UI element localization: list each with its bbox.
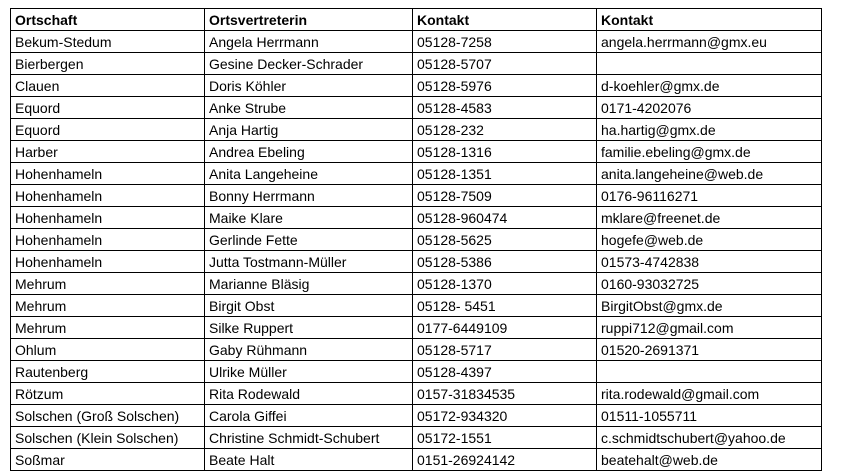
cell-kontakt-phone: 0177-6449109 xyxy=(413,317,597,339)
cell-ortsvertreterin: Jutta Tostmann-Müller xyxy=(205,251,413,273)
cell-ortschaft: Mehrum xyxy=(11,317,205,339)
cell-ortsvertreterin: Rita Rodewald xyxy=(205,383,413,405)
table-row xyxy=(11,75,822,97)
cell-ortschaft: Equord xyxy=(11,97,205,119)
cell-ortschaft: Harber xyxy=(11,141,205,163)
cell-kontakt-phone: 05128- 5451 xyxy=(413,295,597,317)
cell-ortsvertreterin: Maike Klare xyxy=(205,207,413,229)
cell-ortschaft: Solschen (Klein Solschen) xyxy=(11,427,205,449)
cell-kontakt-phone: 05128-5976 xyxy=(413,75,597,97)
cell-ortsvertreterin: Angela Herrmann xyxy=(205,31,413,53)
table-body xyxy=(11,31,822,471)
cell-kontakt-secondary: ruppi712@gmail.com xyxy=(597,317,822,339)
cell-kontakt-secondary: anita.langeheine@web.de xyxy=(597,163,822,185)
table-row xyxy=(11,273,822,295)
cell-kontakt-phone: 05128-7509 xyxy=(413,185,597,207)
cell-kontakt-secondary: 0171-4202076 xyxy=(597,97,822,119)
cell-kontakt-phone: 0151-26924142 xyxy=(413,449,597,471)
table-row xyxy=(11,163,822,185)
cell-kontakt-secondary: 0176-96116271 xyxy=(597,185,822,207)
cell-kontakt-phone: 05128-1370 xyxy=(413,273,597,295)
cell-ortschaft: Mehrum xyxy=(11,273,205,295)
cell-kontakt-phone: 05128-5707 xyxy=(413,53,597,75)
cell-ortsvertreterin: Anja Hartig xyxy=(205,119,413,141)
cell-ortschaft: Ohlum xyxy=(11,339,205,361)
cell-ortsvertreterin: Beate Halt xyxy=(205,449,413,471)
cell-kontakt-phone: 05128-232 xyxy=(413,119,597,141)
cell-ortsvertreterin: Anita Langeheine xyxy=(205,163,413,185)
table-row xyxy=(11,361,822,383)
cell-kontakt-secondary: c.schmidtschubert@yahoo.de xyxy=(597,427,822,449)
cell-ortschaft: Hohenhameln xyxy=(11,163,205,185)
cell-kontakt-secondary: 01511-1055711 xyxy=(597,405,822,427)
cell-ortsvertreterin: Carola Giffei xyxy=(205,405,413,427)
cell-ortschaft: Equord xyxy=(11,119,205,141)
cell-ortschaft: Mehrum xyxy=(11,295,205,317)
cell-kontakt-secondary: BirgitObst@gmx.de xyxy=(597,295,822,317)
cell-kontakt-phone: 05172-934320 xyxy=(413,405,597,427)
cell-ortschaft: Soßmar xyxy=(11,449,205,471)
table-row xyxy=(11,229,822,251)
cell-ortschaft: Clauen xyxy=(11,75,205,97)
cell-kontakt-phone: 05128-960474 xyxy=(413,207,597,229)
cell-ortsvertreterin: Anke Strube xyxy=(205,97,413,119)
cell-ortsvertreterin: Christine Schmidt-Schubert xyxy=(205,427,413,449)
cell-ortschaft: Rötzum xyxy=(11,383,205,405)
header-row xyxy=(11,9,822,31)
header-ortschaft: Ortschaft xyxy=(11,9,205,31)
cell-ortschaft: Hohenhameln xyxy=(11,251,205,273)
cell-kontakt-phone: 05172-1551 xyxy=(413,427,597,449)
cell-ortschaft: Solschen (Groß Solschen) xyxy=(11,405,205,427)
cell-kontakt-phone: 05128-7258 xyxy=(413,31,597,53)
table-row xyxy=(11,295,822,317)
header-kontakt-phone: Kontakt xyxy=(413,9,597,31)
cell-ortschaft: Rautenberg xyxy=(11,361,205,383)
table-row xyxy=(11,31,822,53)
table-row xyxy=(11,97,822,119)
table-row xyxy=(11,119,822,141)
cell-kontakt-secondary: 01573-4742838 xyxy=(597,251,822,273)
table-row xyxy=(11,141,822,163)
header-ortsvertreterin: Ortsvertreterin xyxy=(205,9,413,31)
cell-ortsvertreterin: Gaby Rühmann xyxy=(205,339,413,361)
cell-ortsvertreterin: Silke Ruppert xyxy=(205,317,413,339)
cell-kontakt-phone: 05128-4397 xyxy=(413,361,597,383)
table-row xyxy=(11,383,822,405)
cell-ortschaft: Bekum-Stedum xyxy=(11,31,205,53)
cell-ortsvertreterin: Doris Köhler xyxy=(205,75,413,97)
cell-kontakt-secondary: mklare@freenet.de xyxy=(597,207,822,229)
cell-kontakt-phone: 05128-5625 xyxy=(413,229,597,251)
cell-ortsvertreterin: Gerlinde Fette xyxy=(205,229,413,251)
cell-kontakt-secondary: hogefe@web.de xyxy=(597,229,822,251)
table-row xyxy=(11,339,822,361)
cell-ortsvertreterin: Andrea Ebeling xyxy=(205,141,413,163)
cell-kontakt-phone: 05128-5717 xyxy=(413,339,597,361)
cell-ortschaft: Bierbergen xyxy=(11,53,205,75)
contact-table xyxy=(10,8,822,471)
cell-kontakt-phone: 0157-31834535 xyxy=(413,383,597,405)
cell-kontakt-phone: 05128-5386 xyxy=(413,251,597,273)
cell-ortsvertreterin: Marianne Bläsig xyxy=(205,273,413,295)
cell-kontakt-secondary xyxy=(597,53,822,75)
cell-kontakt-secondary: rita.rodewald@gmail.com xyxy=(597,383,822,405)
cell-kontakt-phone: 05128-4583 xyxy=(413,97,597,119)
cell-ortschaft: Hohenhameln xyxy=(11,185,205,207)
cell-kontakt-phone: 05128-1351 xyxy=(413,163,597,185)
cell-kontakt-secondary: 0160-93032725 xyxy=(597,273,822,295)
cell-kontakt-secondary: d-koehler@gmx.de xyxy=(597,75,822,97)
table-row xyxy=(11,449,822,471)
cell-ortschaft: Hohenhameln xyxy=(11,229,205,251)
cell-kontakt-secondary: 01520-2691371 xyxy=(597,339,822,361)
table-row xyxy=(11,207,822,229)
cell-ortsvertreterin: Bonny Herrmann xyxy=(205,185,413,207)
cell-kontakt-phone: 05128-1316 xyxy=(413,141,597,163)
table-row xyxy=(11,317,822,339)
table-row xyxy=(11,53,822,75)
table-row xyxy=(11,427,822,449)
table-row xyxy=(11,405,822,427)
cell-kontakt-secondary xyxy=(597,361,822,383)
header-kontakt-secondary: Kontakt xyxy=(597,9,822,31)
cell-kontakt-secondary: familie.ebeling@gmx.de xyxy=(597,141,822,163)
cell-kontakt-secondary: ha.hartig@gmx.de xyxy=(597,119,822,141)
table-row xyxy=(11,251,822,273)
table-row xyxy=(11,185,822,207)
cell-ortsvertreterin: Ulrike Müller xyxy=(205,361,413,383)
cell-ortschaft: Hohenhameln xyxy=(11,207,205,229)
cell-kontakt-secondary: angela.herrmann@gmx.eu xyxy=(597,31,822,53)
cell-ortsvertreterin: Gesine Decker-Schrader xyxy=(205,53,413,75)
cell-kontakt-secondary: beatehalt@web.de xyxy=(597,449,822,471)
cell-ortsvertreterin: Birgit Obst xyxy=(205,295,413,317)
